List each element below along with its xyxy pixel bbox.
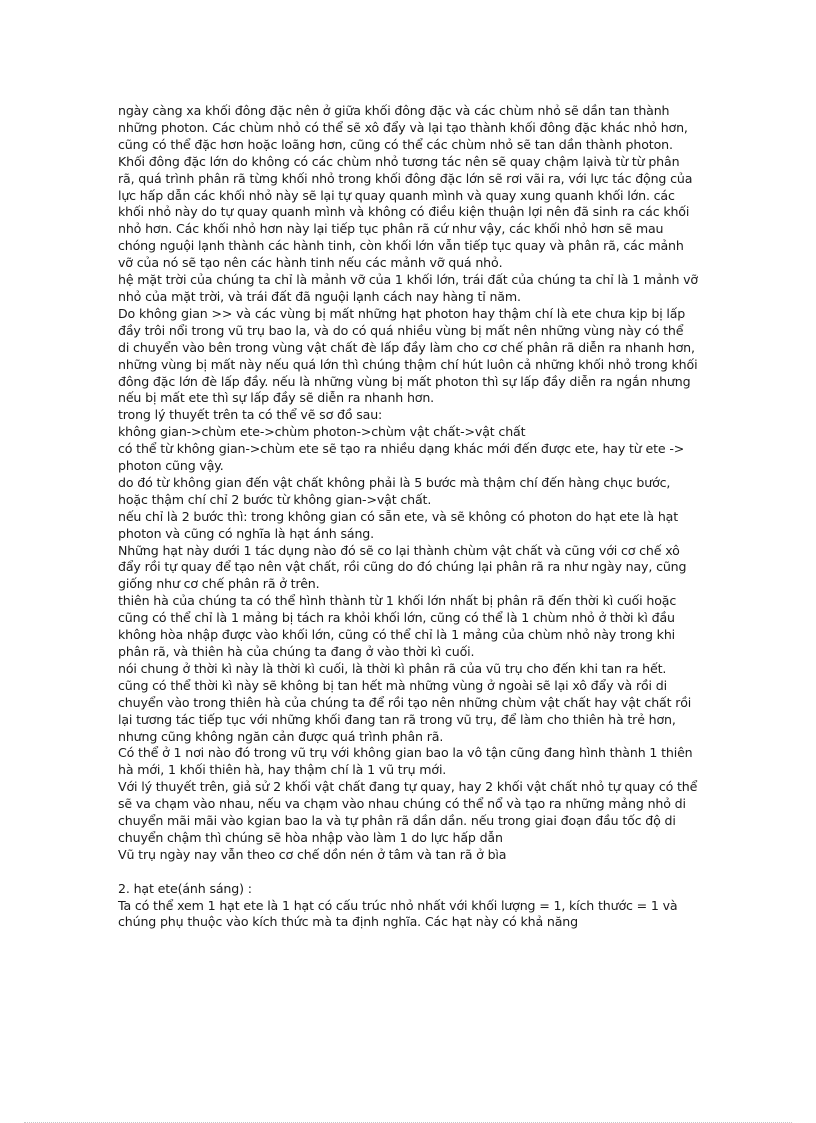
paragraph-12: cũng có thể thời kì này sẽ không bị tan hết mà những vùng ở ngoài sẽ lại xô đẩy và rồi di chuyển vào trong thiên hà của chúng ta để rồi tạo nên những chùm vật chất hay vật chất rồi lại tương tác tiếp tục với những khối đang tan rã trong vũ trụ, để làm cho thiên hà trẻ hơn, nhưng cũng không ngăn cản được quá trình phân rã. (118, 677, 692, 744)
paragraph-4: trong lý thuyết trên ta có thể vẽ sơ đồ sau: (118, 407, 383, 423)
paragraph-5: không gian->chùm ete->chùm photon->chùm vật chất->vật chất (118, 424, 526, 440)
section-paragraph: Ta có thể xem 1 hạt ete là 1 hạt có cấu trúc nhỏ nhất với khối lượng = 1, kích thước = 1 và chúng phụ thuộc vào kích thức mà ta định nghĩa. Các hạt này có khả năng (118, 897, 678, 930)
section-heading: 2. hạt ete(ánh sáng) : (118, 880, 252, 896)
document-page (118, 103, 698, 931)
paragraph-13: Có thể ở 1 nơi nào đó trong vũ trụ với không gian bao la vô tận cũng đang hình thành 1 thiên hà mới, 1 khối thiên hà, hay thậm chí là 1 vũ trụ mới. (118, 745, 693, 778)
paragraph-8: nếu chỉ là 2 bước thì: trong không gian có sẵn ete, và sẽ không có photon do hạt ete là hạt photon và cũng có nghĩa là hạt ánh sáng. (118, 508, 679, 541)
paragraph-3: Do không gian >> và các vùng bị mất những hạt photon hay thậm chí là ete chưa kịp bị lấp đầy trôi nổi trong vũ trụ bao la, và do có quá nhiều vùng bị mất nên những vùng này có thể di chuyển vào bên trong vùng vật chất đè lấp đầy làm cho cơ chế phân rã diễn ra nhanh hơn, những vùng bị mất này nếu quá lớn thì chúng thậm chí hút luôn cả những khối nhỏ trong khối đông đặc lớn đè lấp đầy. nếu là những vùng bị mất photon thì sự lấp đầy diễn ra ngắn nhưng nếu bị mất ete thì sự lấp đầy sẽ diễn ra nhanh hơn. (118, 305, 698, 406)
paragraph-15: Vũ trụ ngày nay vẫn theo cơ chế dồn nén ở tâm và tan rã ở bìa (118, 846, 507, 862)
paragraph-1: ngày càng xa khối đông đặc nên ở giữa khối đông đặc và các chùm nhỏ sẽ dần tan thành những photon. Các chùm nhỏ có thể sẽ xô đẩy và lại tạo thành khối đông đặc khác nhỏ hơn, cũng có thể đặc hơn hoặc loãng hơn, cũng có thể các chùm nhỏ sẽ tan dần thành photon. Khối đông đặc lớn do không có các chùm nhỏ tương tác nên sẽ quay chậm lạivà từ từ phân rã, quá trình phân rã từng khối nhỏ trong khối đông đặc lớn sẽ rơi vãi ra, với lực tác động của lực hấp dẫn các khối nhỏ này sẽ lại tự quay quanh mình và quay xung quanh khối lớn. các khối nhỏ này do tự quay quanh mình và không có điều kiện thuận lợi nên đã sinh ra các khối nhỏ hơn. Các khối nhỏ hơn này lại tiếp tục phân rã cứ như vậy, các khối nhỏ hơn sẽ mau chóng nguội lạnh thành các hành tinh, còn khối lớn vẫn tiếp tục quay và phân rã, các mảnh vỡ của nó sẽ tạo nên các hành tinh nếu các mảnh vỡ quá nhỏ. (118, 103, 693, 271)
paragraph-11: nói chung ở thời kì này là thời kì cuối, là thời kì phân rã của vũ trụ cho đến khi tan ra hết. (118, 660, 667, 676)
paragraph-6: có thể từ không gian->chùm ete sẽ tạo ra nhiều dạng khác mới đến được ete, hay từ ete -> photon cũng vậy. (118, 441, 685, 474)
paragraph-14: Với lý thuyết trên, giả sử 2 khối vật chất đang tự quay, hay 2 khối vật chất nhỏ tự quay có thể sẽ va chạm vào nhau, nếu va chạm vào nhau chúng có thể nổ và tạo ra những mảng nhỏ di chuyển mãi mãi vào kgian bao la và tự phân rã dần dần. nếu trong giai đoạn đầu tốc độ di chuyển chậm thì chúng sẽ hòa nhập vào làm 1 do lực hấp dẫn (118, 779, 698, 845)
paragraph-2: hệ mặt trời của chúng ta chỉ là mảnh vỡ của 1 khối lớn, trái đất của chúng ta chỉ là 1 mảnh vỡ nhỏ của mặt trời, và trái đất đã nguội lạnh cách nay hàng tỉ năm. (118, 272, 698, 304)
paragraph-9: Những hạt này dưới 1 tác dụng nào đó sẽ co lại thành chùm vật chất và cũng với cơ chế xô đẩy rồi tự quay để tạo nên vật chất, rồi cũng do đó chúng lại phân rã ra như ngày nay, cũng giống như cơ chế phân rã ở trên. (118, 542, 687, 592)
paragraph-7: do đó từ không gian đến vật chất không phải là 5 bước mà thậm chí đến hàng chục bước, hoặc thậm chí chỉ 2 bước từ không gian->vật chất. (118, 474, 671, 507)
blank-line (118, 864, 698, 881)
paragraph-10: thiên hà của chúng ta có thể hình thành từ 1 khối lớn nhất bị phân rã đến thời kì cuối hoặc cũng có thể chỉ là 1 mảng bị tách ra khỏi khối lớn, cũng có thể là 1 chùm nhỏ ở thời kì đầu không hòa nhập được vào khối lớn, cũng có thể chỉ là 1 mảng của chùm nhỏ này trong khi phân rã, và thiên hà của chúng ta đang ở vào thời kì cuối. (118, 593, 677, 659)
